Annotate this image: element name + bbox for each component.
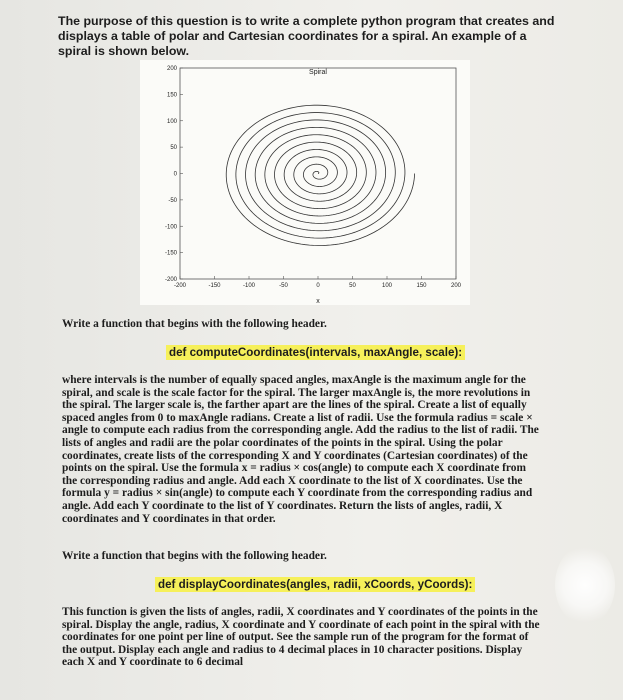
- x-tick-label: 100: [381, 283, 393, 289]
- x-tick-label: 0: [316, 283, 320, 289]
- y-tick-label: 0: [173, 171, 177, 178]
- x-tick-label: 150: [416, 283, 427, 289]
- spiral-chart-svg: [140, 60, 470, 305]
- para-display-description: This function is given the lists of angles, radii, X coordinates and Y coordinates of the points in the spiral. Display the angle, radius, X coordinate and Y coordinate of each point in the spiral with the coordinates for one point per line of output. See the sample run of the program for the format of the output. Display each angle and radius to 4 decimal places in 10 character positions. Display each X and Y coordinate to 6 decimal: [62, 606, 540, 669]
- x-tick-label: -50: [279, 283, 288, 289]
- function-header-display: def displayCoordinates(angles, radii, xCoords, yCoords):: [155, 577, 475, 592]
- light-glare: [555, 545, 615, 625]
- chart-background: [140, 60, 470, 305]
- y-tick-label: 200: [166, 66, 177, 72]
- para-compute-description: where intervals is the number of equally spaced angles, maxAngle is the maximum angle for the spiral, and scale is the scale factor for the spiral. The larger maxAngle is, the more revolutions in the spiral. The larger scale is, the farther apart are the lines of the spiral. Create a list of equally spaced angles from 0 to maxAngle radians. Create a list of radii. Use the formula radius = scale × angle to compute each radius from the corresponding angle. Add the radius to the list of radii. The lists of angles and radii are the polar coordinates of the points in the spiral. Using the polar coordinates, create lists of the corresponding X and Y coordinates (Cartesian coordinates) of the points on the spiral. Use the formula x = radius × cos(angle) to compute each X coordinate from the corresponding radius and angle. Add each X coordinate to the list of X coordinates. Use the formula y = radius × sin(angle) to compute each Y coordinate from the corresponding radius and angle. Add each Y coordinate to the list of Y coordinates. Return the lists of angles, radii, X coordinates and Y coordinates in that order.: [62, 374, 539, 525]
- x-tick-label: 200: [450, 283, 462, 289]
- y-tick-label: 150: [166, 92, 177, 99]
- y-tick-label: -50: [168, 197, 177, 204]
- x-tick-label: -150: [208, 283, 221, 289]
- chart-xlabel: x: [316, 298, 320, 305]
- para-header-intro-1: Write a function that begins with the following header.: [62, 318, 327, 330]
- y-tick-label: -200: [164, 277, 177, 283]
- y-tick-label: 100: [166, 118, 177, 125]
- para-header-intro-2: Write a function that begins with the following header.: [62, 550, 327, 562]
- spiral-chart: [140, 60, 470, 305]
- intro-paragraph: The purpose of this question is to write a complete python program that creates and displays a table of polar and Cartesian coordinates for a spiral. An example of a spiral is shown below.: [58, 14, 555, 58]
- function-header-compute: def computeCoordinates(intervals, maxAngle, scale):: [166, 345, 465, 360]
- x-tick-label: 50: [349, 283, 356, 289]
- x-tick-label: -100: [242, 283, 256, 289]
- y-tick-label: -150: [164, 250, 177, 257]
- y-tick-label: -100: [164, 224, 177, 231]
- chart-title: Spiral: [309, 69, 327, 76]
- x-tick-label: -200: [173, 283, 187, 289]
- y-tick-label: 50: [170, 145, 177, 152]
